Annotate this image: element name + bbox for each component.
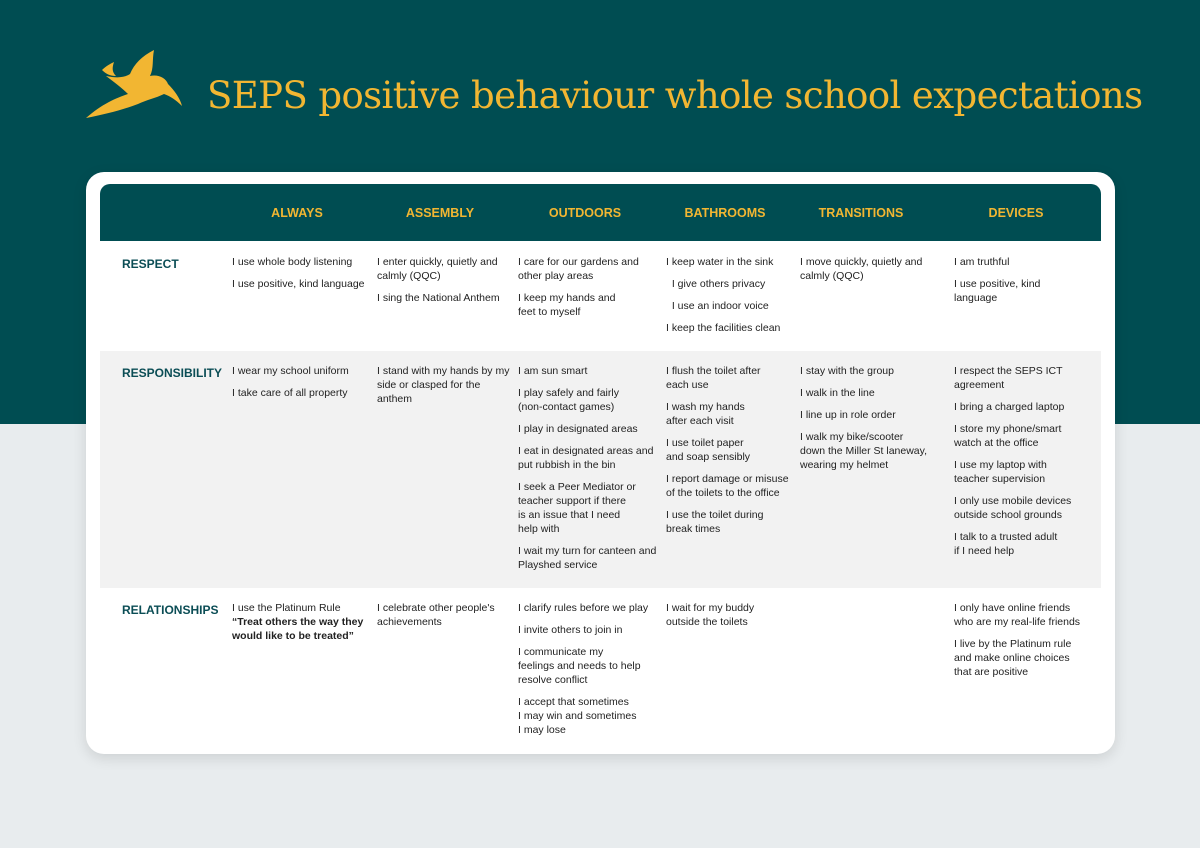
expectation-item: I keep my hands and feet to myself (518, 292, 616, 318)
cell-responsibility-transitions (800, 364, 927, 480)
expectation-item: I stay with the group (800, 365, 894, 377)
expectation-item: I use positive, kind language (954, 278, 1041, 304)
expectation-item: I stand with my hands by my side or clasped for the anthem (377, 365, 510, 405)
expectation-item: I live by the Platinum rule and make online choices that are positive (954, 638, 1072, 678)
page-title: SEPS positive behaviour whole school expectations (207, 74, 1143, 117)
expectation-item: I care for our gardens and other play areas (518, 256, 639, 282)
expectation-item: I am truthful (954, 256, 1010, 268)
cell-responsibility-outdoors (518, 364, 656, 580)
col-header-devices: DEVICES (988, 206, 1044, 220)
cell-respect-always (232, 255, 365, 299)
expectation-item: I walk in the line (800, 387, 875, 399)
expectation-item: I move quickly, quietly and calmly (QQC) (800, 256, 923, 282)
expectation-item: I keep water in the sink (666, 256, 774, 268)
expectation-item: I am sun smart (518, 365, 588, 377)
expectation-item: I flush the toilet after each use (666, 365, 761, 391)
expectation-item: I sing the National Anthem (377, 292, 500, 304)
expectation-item: I line up in role order (800, 409, 896, 421)
cell-responsibility-assembly (377, 364, 509, 414)
expectation-item: I wait my turn for canteen and Playshed service (518, 545, 657, 571)
expectation-item: I accept that sometimes I may win and sometimes I may lose (518, 696, 637, 736)
cell-responsibility-always (232, 364, 349, 408)
expectation-item: I wear my school uniform (232, 365, 349, 377)
expectation-item: I report damage or misuse of the toilets to the office (666, 473, 789, 499)
expectation-item: I use toilet paper and soap sensibly (666, 437, 751, 463)
expectation-item: I use my laptop with teacher supervision (954, 459, 1047, 485)
expectation-item: I eat in designated areas and put rubbish in the bin (518, 445, 654, 471)
expectation-item: I enter quickly, quietly and calmly (QQC) (377, 256, 498, 282)
cell-respect-devices (954, 255, 1040, 313)
expectation-item: I respect the SEPS ICT agreement (954, 365, 1063, 391)
cell-relationships-outdoors (518, 601, 648, 745)
bird-logo-icon (82, 48, 184, 122)
expectation-item: I use the Platinum Rule (232, 602, 341, 614)
expectation-item: I invite others to join in (518, 624, 623, 636)
cell-responsibility-bathrooms (666, 364, 789, 544)
expectation-item: I store my phone/smart watch at the office (954, 423, 1062, 449)
expectation-item: I celebrate other people's achievements (377, 602, 495, 628)
expectation-item: I play safely and fairly (non-contact games) (518, 387, 619, 413)
cell-relationships-assembly (377, 601, 495, 637)
col-header-bathrooms: BATHROOMS (684, 206, 766, 220)
col-header-assembly: ASSEMBLY (405, 206, 475, 220)
cell-respect-bathrooms (666, 255, 780, 343)
expectation-item: I give others privacy (666, 278, 766, 290)
expectation-item: I wait for my buddy outside the toilets (666, 602, 755, 628)
expectation-item: I use an indoor voice (666, 300, 769, 312)
row-label-relationships: RELATIONSHIPS (122, 603, 219, 617)
expectation-item: I seek a Peer Mediator or teacher support if there is an issue that I need help with (518, 481, 636, 535)
row-label-respect: RESPECT (122, 257, 179, 271)
col-header-always: ALWAYS (271, 206, 323, 220)
expectation-item: I take care of all property (232, 387, 348, 399)
expectation-item: I only use mobile devices outside school grounds (954, 495, 1072, 521)
cell-relationships-bathrooms (666, 601, 754, 637)
expectation-item: I talk to a trusted adult if I need help (954, 531, 1058, 557)
cell-respect-assembly (377, 255, 500, 313)
expectation-item: I keep the facilities clean (666, 322, 781, 334)
expectation-item: I use whole body listening (232, 256, 353, 268)
expectation-item: I bring a charged laptop (954, 401, 1065, 413)
expectation-item: I use positive, kind language (232, 278, 365, 290)
cell-responsibility-devices (954, 364, 1071, 566)
cell-relationships-always (232, 601, 363, 651)
platinum-rule-quote: “Treat others the way they would like to be treated” (232, 616, 364, 642)
cell-relationships-devices (954, 601, 1080, 687)
expectation-item: I communicate my feelings and needs to help resolve conflict (518, 646, 641, 686)
expectation-item: I wash my hands after each visit (666, 401, 745, 427)
row-label-responsibility: RESPONSIBILITY (122, 366, 223, 380)
expectation-item: I only have online friends who are my real-life friends (954, 602, 1081, 628)
expectation-item: I clarify rules before we play (518, 602, 649, 614)
col-header-outdoors: OUTDOORS (548, 206, 622, 220)
col-header-transitions: TRANSITIONS (818, 206, 904, 220)
expectation-item: I walk my bike/scooter down the Miller St laneway, wearing my helmet (800, 431, 928, 471)
cell-respect-transitions (800, 255, 922, 291)
cell-respect-outdoors (518, 255, 639, 327)
expectation-item: I use the toilet during break times (666, 509, 764, 535)
expectation-item: I play in designated areas (518, 423, 638, 435)
